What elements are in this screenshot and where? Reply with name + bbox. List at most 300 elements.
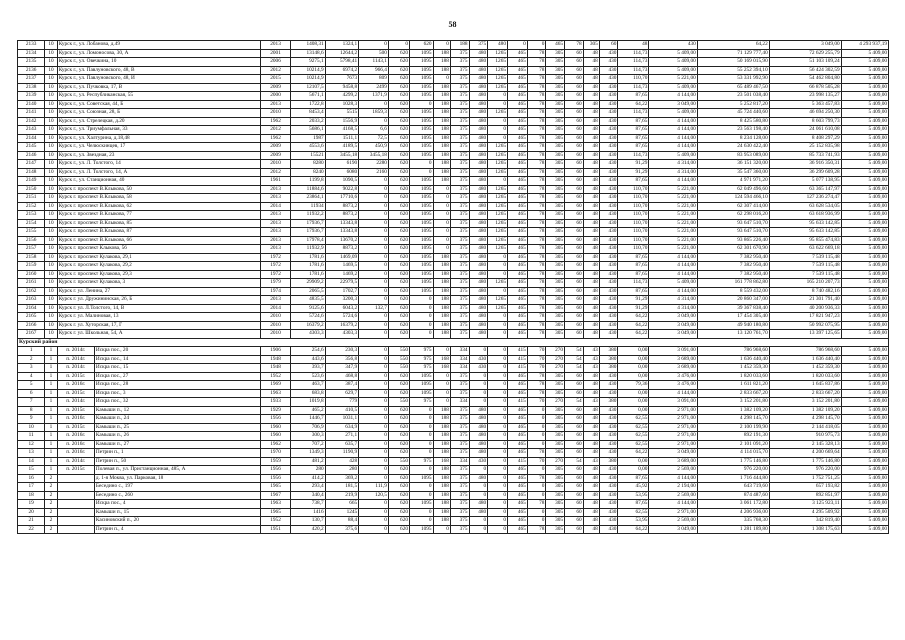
row-value: 375	[450, 92, 469, 101]
row-value: 1974	[261, 287, 291, 296]
table-row	[18, 355, 889, 364]
row-value: 430	[599, 236, 618, 245]
row-value: 8280	[290, 160, 325, 169]
row-value: 0	[527, 432, 546, 441]
row-value: 60	[565, 185, 584, 194]
row-value: 60	[565, 466, 584, 475]
row-value: 60	[565, 330, 584, 339]
row-value: 0	[433, 347, 450, 356]
table-row	[18, 321, 889, 330]
row-value: 305	[546, 406, 565, 415]
row-value: 2012	[261, 168, 291, 177]
row-value: 1963	[261, 500, 291, 509]
row-id: 2145	[18, 143, 45, 152]
row-address: Искра пос., 4	[94, 500, 260, 509]
row-value: 0	[359, 245, 389, 254]
row-value: 7 539 115,48	[769, 253, 841, 262]
row-value: 48	[583, 126, 599, 135]
row-value: 5 409,00	[649, 58, 697, 67]
row-value: 2013	[261, 100, 291, 109]
row-value: 54 462 804,80	[769, 75, 841, 84]
row-value: 0	[433, 219, 450, 228]
row-value: 620	[388, 253, 409, 262]
row-id: 2156	[18, 236, 45, 245]
row-value: 48	[583, 474, 599, 483]
row-value: 114,73	[618, 279, 649, 288]
row-value: 35 547 360,00	[697, 168, 769, 177]
row-value: 3 152 201,80	[697, 398, 769, 407]
row-value: 480	[469, 500, 488, 509]
row-value: 2012	[261, 126, 291, 135]
table-row	[18, 347, 889, 356]
row-value: 465	[507, 474, 527, 483]
row-value: 110,70	[618, 202, 649, 211]
row-value: 305	[583, 41, 599, 50]
row-value: 892 851,97	[769, 491, 841, 500]
row-id: 12	[18, 440, 45, 449]
row-value: 620	[388, 211, 409, 220]
row-value: 430	[599, 49, 618, 58]
row-program-year: п. 2016г.	[57, 449, 94, 458]
row-value: 1781,6	[290, 262, 325, 271]
row-value: 468,8	[325, 372, 358, 381]
row-id: 10	[18, 423, 45, 432]
table-row	[18, 457, 889, 466]
row-value: 5 221,00	[649, 236, 697, 245]
row-value: 0	[527, 491, 546, 500]
row-value: 2015	[261, 75, 291, 84]
row-value: 5 409,00	[841, 381, 888, 390]
row-value: 2014	[261, 202, 291, 211]
row-value: 480	[469, 168, 488, 177]
row-value: 620	[388, 381, 409, 390]
row-program-year: п. 2016г.	[57, 440, 94, 449]
row-value: 2 144 418,05	[769, 423, 841, 432]
row-id: 20	[18, 508, 45, 517]
row-value: 0	[359, 262, 389, 271]
row-value: 1095	[410, 381, 434, 390]
row-value: 60	[565, 432, 584, 441]
row-value: 620	[388, 262, 409, 271]
row-value: 95 855 474,83	[769, 236, 841, 245]
row-value: 62,55	[618, 415, 649, 424]
row-value: 465	[507, 330, 527, 339]
row-value: 465	[507, 211, 527, 220]
row-value: 5 409,00	[649, 66, 697, 75]
row-value: 0	[488, 508, 508, 517]
row-value: 1095	[410, 109, 434, 118]
row-value: 8873,2	[325, 202, 358, 211]
row-value: 161 778 862,80	[697, 279, 769, 288]
section-label: Курский район	[18, 338, 889, 347]
row-value: 305	[546, 177, 565, 186]
row-value: 60	[565, 143, 584, 152]
row-district-code: 2	[45, 474, 57, 483]
row-value: 78	[527, 75, 546, 84]
row-program-year: п. 2014г.	[57, 457, 94, 466]
row-value: 375	[450, 304, 469, 313]
row-district-code: 10	[45, 41, 57, 50]
row-value: 66 878 505,28	[769, 83, 841, 92]
row-value: 4 200 669,64	[769, 449, 841, 458]
row-value: 0	[359, 279, 389, 288]
row-value: 0,00	[618, 466, 649, 475]
row-district-code: 10	[45, 253, 57, 262]
row-id: 15	[18, 466, 45, 475]
row-value: 635,7	[325, 440, 358, 449]
row-value: 56 424 302,59	[769, 66, 841, 75]
row-value: 48	[583, 525, 599, 534]
row-value: 65 489 467,50	[697, 83, 769, 92]
row-value: 1095	[410, 49, 434, 58]
row-value: 620	[388, 372, 409, 381]
row-value: 0	[410, 415, 434, 424]
row-value: 480	[469, 253, 488, 262]
row-value: 1095	[410, 117, 434, 126]
row-address: Курск г. проспект Кулакова, 29,1	[57, 253, 260, 262]
row-value: 10214,9	[290, 66, 325, 75]
row-value: 305	[546, 236, 565, 245]
row-value: 53 331 992,90	[697, 75, 769, 84]
row-value: 0	[359, 236, 389, 245]
row-program-year	[57, 491, 94, 500]
row-value: 0	[359, 219, 389, 228]
row-district-code: 1	[45, 415, 57, 424]
row-value: 430	[599, 449, 618, 458]
row-value: 430	[599, 185, 618, 194]
row-value: 87,65	[618, 143, 649, 152]
row-value: 1095	[410, 389, 434, 398]
row-value: 375	[450, 415, 469, 424]
row-value: 0	[359, 100, 389, 109]
row-value: 480	[469, 194, 488, 203]
row-value: 2010	[261, 313, 291, 322]
row-value: 2010	[261, 321, 291, 330]
row-value: 465	[507, 517, 527, 526]
row-value: 0	[433, 236, 450, 245]
row-value: 334	[450, 398, 469, 407]
row-value: 1095	[410, 236, 434, 245]
row-value: 48	[583, 219, 599, 228]
row-address: Камыши п., 26	[94, 432, 260, 441]
row-value: 443,6	[290, 355, 325, 364]
row-value: 480	[469, 66, 488, 75]
row-value: 87,65	[618, 134, 649, 143]
row-value: 305	[546, 66, 565, 75]
row-value: 334	[450, 355, 469, 364]
row-value: 430	[599, 126, 618, 135]
row-value: 0	[359, 253, 389, 262]
row-id: 2150	[18, 185, 45, 194]
row-value: 620	[388, 449, 409, 458]
row-value: 430	[599, 483, 618, 492]
row-value: 620	[388, 100, 409, 109]
row-value: 8 740 482,16	[769, 287, 841, 296]
row-value: 60	[565, 100, 584, 109]
row-value: 78	[527, 372, 546, 381]
row-value: 78	[527, 83, 546, 92]
row-value: 48	[583, 372, 599, 381]
row-value: 13 397 125,65	[769, 330, 841, 339]
row-value: 91,29	[618, 304, 649, 313]
row-value: 375,6	[325, 525, 358, 534]
row-address: Камыши п., 25	[94, 423, 260, 432]
row-value: 5686,1	[290, 126, 325, 135]
row-id: 2136	[18, 66, 45, 75]
section-header-row	[18, 338, 889, 347]
row-value: 375	[450, 389, 469, 398]
row-value: 430	[599, 296, 618, 305]
row-value: 0	[359, 500, 389, 509]
row-value: 657 193,82	[769, 483, 841, 492]
row-value: 3 689,00	[649, 457, 697, 466]
row-value: 60	[565, 160, 584, 169]
row-value: 1 645 837,86	[769, 381, 841, 390]
row-value: 465	[507, 245, 527, 254]
row-value: 0	[359, 177, 389, 186]
row-value: 1095	[410, 92, 434, 101]
row-value: 188	[433, 517, 450, 526]
row-value: 60	[565, 211, 584, 220]
row-value: 620	[388, 279, 409, 288]
row-value: 4 144,00	[649, 287, 697, 296]
row-value: 78	[527, 525, 546, 534]
row-value: 1095	[410, 202, 434, 211]
row-value: 430	[599, 160, 618, 169]
row-value: 0	[488, 330, 508, 339]
row-district-code: 10	[45, 236, 57, 245]
row-value: 0	[410, 406, 434, 415]
row-value: 13343,8	[325, 228, 358, 237]
row-id: 2165	[18, 313, 45, 322]
row-value: 480	[469, 321, 488, 330]
row-value: 2010	[261, 109, 291, 118]
row-value: 375	[450, 449, 469, 458]
row-district-code: 1	[45, 440, 57, 449]
row-value: 465	[507, 500, 527, 509]
row-value: 1960	[261, 423, 291, 432]
row-value: 480	[469, 126, 488, 135]
row-value: 480	[469, 440, 488, 449]
row-value: 48	[583, 381, 599, 390]
row-value: 2 569,00	[649, 466, 697, 475]
row-value: 36 916 350,31	[769, 160, 841, 169]
row-value: 3 049,00	[649, 449, 697, 458]
row-value: 60	[565, 474, 584, 483]
row-value: 380	[599, 347, 618, 356]
row-address: Курск г. ул. Школьная, 54, А	[57, 330, 260, 339]
row-address: Искра пос., 15	[94, 364, 260, 373]
row-district-code: 10	[45, 262, 57, 271]
row-value: 465	[507, 483, 527, 492]
row-value: 13 120 761,70	[697, 330, 769, 339]
row-value: 375	[450, 466, 469, 475]
row-value: 54	[565, 347, 584, 356]
row-value: 1095	[410, 66, 434, 75]
row-value: 0	[410, 517, 434, 526]
row-district-code: 10	[45, 100, 57, 109]
row-value: 71 129 777,40	[697, 49, 769, 58]
row-value: 188	[433, 58, 450, 67]
row-value: 305	[546, 381, 565, 390]
row-value: 4 314,00	[649, 296, 697, 305]
row-value: 430	[599, 100, 618, 109]
row-value: 634,9	[325, 423, 358, 432]
row-value: 13670,2	[325, 236, 358, 245]
row-value: 64,22	[618, 330, 649, 339]
row-value: 0,00	[618, 406, 649, 415]
row-value: 0	[410, 440, 434, 449]
row-value: 1371,9	[359, 92, 389, 101]
row-value: 620	[388, 270, 409, 279]
table-row	[18, 279, 889, 288]
row-value: 45 724 440,60	[697, 109, 769, 118]
row-value: 20 860 347,00	[697, 296, 769, 305]
row-district-code: 10	[45, 211, 57, 220]
row-value: 1265	[488, 168, 508, 177]
row-value: 375	[450, 440, 469, 449]
row-value: 975	[410, 398, 434, 407]
row-value: 480	[469, 406, 488, 415]
row-value: 375	[450, 483, 469, 492]
row-value: 7 382 950,40	[697, 270, 769, 279]
row-value: 2 971,00	[649, 406, 697, 415]
row-value: 375	[450, 160, 469, 169]
row-address: Касиновский п., 20	[94, 517, 260, 526]
row-value: 463,7	[290, 381, 325, 390]
table-row	[18, 398, 889, 407]
row-value: 1 775 146,80	[697, 457, 769, 466]
row-value: 480	[488, 41, 508, 50]
row-value: 2001	[261, 49, 291, 58]
row-value: 5 409,00	[841, 168, 888, 177]
city-rows	[18, 41, 889, 339]
row-value: 430	[599, 423, 618, 432]
row-value: 430	[599, 313, 618, 322]
row-value: 430	[599, 466, 618, 475]
row-value: 1956	[261, 466, 291, 475]
row-value: 22979,5	[325, 279, 358, 288]
row-value: 620	[388, 126, 409, 135]
row-value: 430	[599, 168, 618, 177]
row-value: 188	[433, 432, 450, 441]
row-value: 110,70	[618, 185, 649, 194]
table-row	[18, 83, 889, 92]
row-value: 6190	[325, 160, 358, 169]
row-value: 0	[359, 372, 389, 381]
row-program-year	[57, 483, 94, 492]
table-row	[18, 211, 889, 220]
row-value: 1702,7	[325, 287, 358, 296]
row-value: 480	[469, 236, 488, 245]
row-program-year: п. 2014г.	[57, 398, 94, 407]
row-value: 48	[583, 287, 599, 296]
row-value: 0	[410, 449, 434, 458]
table-row	[18, 49, 889, 58]
row-value: 54	[565, 398, 584, 407]
row-value: 375	[450, 423, 469, 432]
row-value: 60	[565, 117, 584, 126]
row-value: 0	[488, 483, 508, 492]
row-value: 430	[599, 389, 618, 398]
row-value: 48	[583, 500, 599, 509]
row-value: 369,2	[325, 474, 358, 483]
row-value: 6974,2	[325, 66, 358, 75]
row-value: 0	[433, 194, 450, 203]
row-value: 1095	[410, 253, 434, 262]
row-address: Курск г. ул. Малиновая, 13	[57, 313, 260, 322]
row-value: 1 382 109,20	[769, 406, 841, 415]
row-value: 3200,3	[325, 296, 358, 305]
row-value: 5 409,00	[841, 219, 888, 228]
row-value: 0	[410, 313, 434, 322]
row-value: 124 594 466,10	[697, 194, 769, 203]
row-value: 375	[450, 185, 469, 194]
row-value: 48	[583, 211, 599, 220]
row-value: 465	[507, 75, 527, 84]
row-value: 0	[488, 262, 508, 271]
row-value: 48	[583, 168, 599, 177]
row-value: 0	[527, 41, 546, 50]
row-address: Курск г. ул. Хуторская, 17, Г	[57, 321, 260, 330]
row-value: 3 049,00	[649, 313, 697, 322]
row-value: 2 101 091,20	[697, 440, 769, 449]
table-row	[18, 262, 889, 271]
row-value: 60	[565, 296, 584, 305]
row-value: 17936,7	[290, 219, 325, 228]
row-value: 620	[388, 160, 409, 169]
row-value: 0	[410, 466, 434, 475]
row-value: 60	[565, 92, 584, 101]
row-value: 430	[599, 321, 618, 330]
row-value: 465	[507, 440, 527, 449]
row-value: 480	[469, 508, 488, 517]
row-value: 465	[507, 296, 527, 305]
row-value: 0	[527, 406, 546, 415]
row-value: 375	[450, 491, 469, 500]
row-district-code: 10	[45, 304, 57, 313]
row-value: 130,7	[290, 517, 325, 526]
row-value: 2 100 199,90	[697, 423, 769, 432]
row-value: 0	[410, 296, 434, 305]
row-value: 48	[583, 262, 599, 271]
row-value: 1265	[488, 219, 508, 228]
row-value: 305	[546, 517, 565, 526]
row-value: 5 409,00	[841, 245, 888, 254]
row-value: 975	[410, 347, 434, 356]
row-value: 53,95	[618, 517, 649, 526]
row-value: 430	[599, 66, 618, 75]
row-value: 3455,18	[359, 151, 389, 160]
row-value: 375	[450, 83, 469, 92]
row-value: 0	[359, 466, 389, 475]
row-value: 305	[546, 389, 565, 398]
row-value: 1956	[261, 474, 291, 483]
row-value: 500	[359, 49, 389, 58]
row-value: 465	[507, 262, 527, 271]
row-value: 17936,7	[290, 228, 325, 237]
row-id: 13	[18, 449, 45, 458]
row-value: 0	[469, 491, 488, 500]
row-value: 480	[469, 296, 488, 305]
row-value: 87,65	[618, 253, 649, 262]
row-district-code: 1	[45, 432, 57, 441]
row-program-year	[57, 474, 94, 483]
row-value: 23 501 038,40	[697, 92, 769, 101]
row-value: 78	[527, 160, 546, 169]
row-value: 60	[565, 168, 584, 177]
row-value: 0	[410, 304, 434, 313]
